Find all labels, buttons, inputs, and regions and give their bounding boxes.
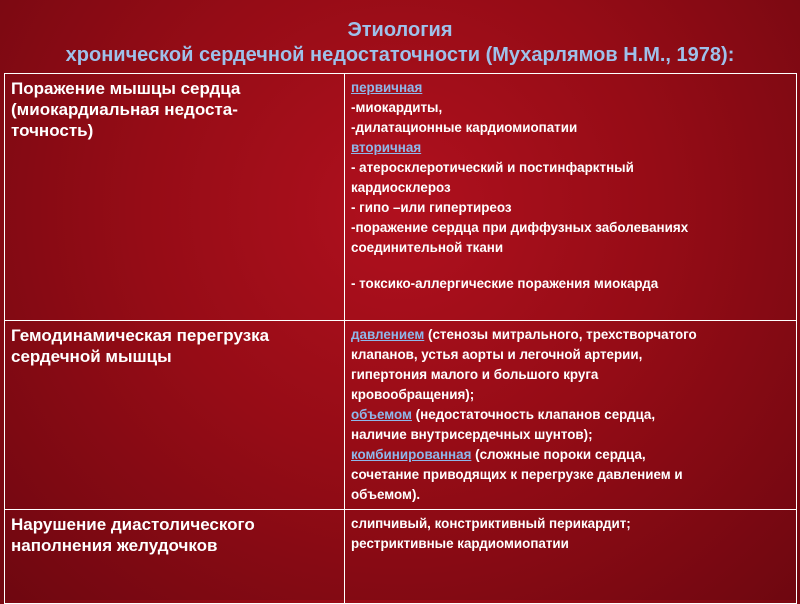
detail-item: -поражение сердца при диффузных заболеваниях bbox=[351, 220, 689, 235]
detail-item: слипчивый, констриктивный перикардит; bbox=[351, 516, 631, 531]
details-cell bbox=[345, 74, 797, 321]
detail-text: (сложные пороки сердца, bbox=[471, 447, 646, 462]
cause-text: наполнения желудочков bbox=[11, 536, 218, 555]
cause-text: Нарушение диастолического bbox=[11, 515, 255, 534]
detail-text: (недостаточность клапанов сердца, bbox=[411, 407, 656, 422]
cause-text: сердечной мышцы bbox=[11, 347, 172, 366]
detail-item: рестриктивные кардиомиопатии bbox=[351, 536, 569, 551]
detail-item: - гипо –или гипертиреоз bbox=[351, 200, 512, 215]
detail-text: кровообращения); bbox=[351, 387, 475, 402]
title-line-2: хронической сердечной недостаточности (Мухарлямов Н.М., 1978): bbox=[65, 44, 735, 66]
slide-title bbox=[0, 18, 800, 68]
secondary-label: вторичная bbox=[351, 140, 422, 155]
detail-text: (стенозы митрального, трехстворчатого bbox=[424, 327, 697, 342]
detail-item: кардиосклероз bbox=[351, 180, 451, 195]
volume-label: объемом bbox=[351, 407, 412, 422]
cause-text: Поражение мышцы сердца bbox=[11, 79, 241, 98]
details-cell bbox=[345, 321, 797, 510]
table-row bbox=[5, 321, 797, 510]
cause-text: (миокардиальная недоста- bbox=[11, 100, 238, 119]
table-row bbox=[5, 510, 797, 604]
cause-text: Гемодинамическая перегрузка bbox=[11, 326, 270, 345]
table-row bbox=[5, 74, 797, 321]
cause-cell bbox=[5, 510, 345, 604]
detail-item: - токсико-аллергические поражения миокарда bbox=[351, 276, 659, 291]
combined-label: комбинированная bbox=[351, 447, 472, 462]
cause-cell bbox=[5, 74, 345, 321]
detail-item: соединительной ткани bbox=[351, 240, 504, 255]
primary-label: первичная bbox=[351, 80, 423, 95]
detail-item: -миокардиты, bbox=[351, 100, 443, 115]
details-cell bbox=[345, 510, 797, 604]
detail-text: клапанов, устья аорты и легочной артерии, bbox=[351, 347, 643, 362]
detail-item: -дилатационные кардиомиопатии bbox=[351, 120, 578, 135]
spacer bbox=[351, 258, 792, 274]
etiology-table bbox=[4, 73, 797, 604]
pressure-label: давлением bbox=[351, 327, 425, 342]
detail-text: сочетание приводящих к перегрузке давлением и bbox=[351, 467, 683, 482]
detail-item: - атеросклеротический и постинфарктный bbox=[351, 160, 634, 175]
title-line-1: Этиология bbox=[347, 19, 453, 41]
detail-text: гипертония малого и большого круга bbox=[351, 367, 599, 382]
detail-text: объемом). bbox=[351, 487, 421, 502]
cause-text: точность) bbox=[11, 121, 94, 140]
detail-text: наличие внутрисердечных шунтов); bbox=[351, 427, 593, 442]
cause-cell bbox=[5, 321, 345, 510]
